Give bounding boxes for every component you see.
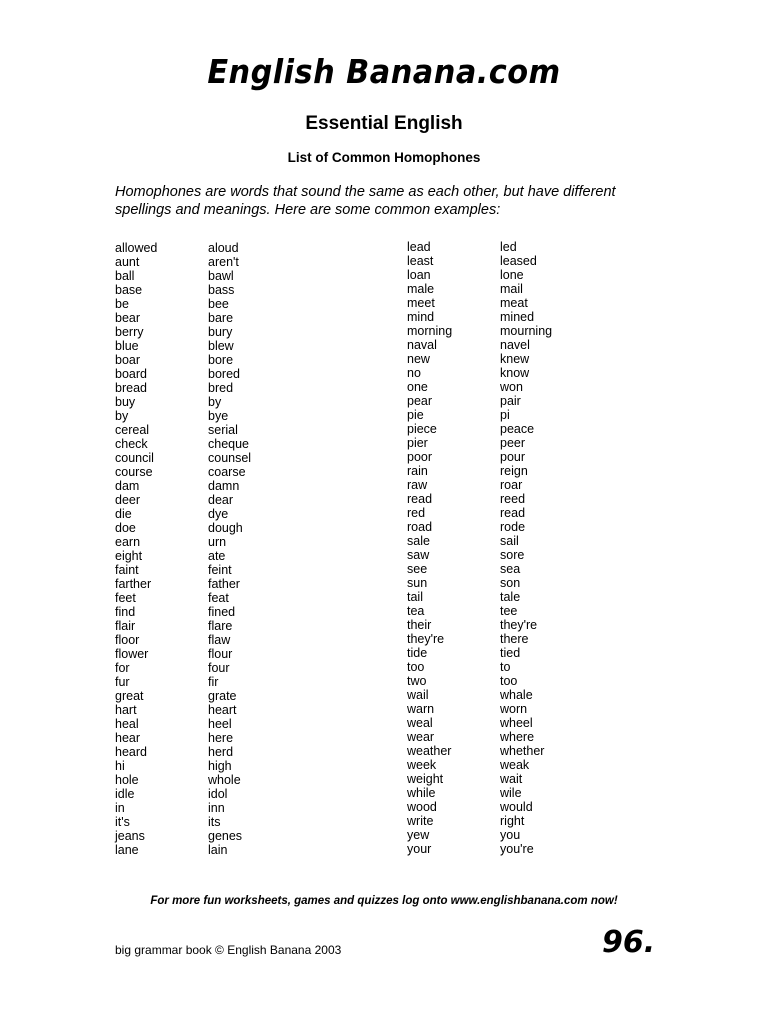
word-item: where xyxy=(500,730,535,744)
word-item: mined xyxy=(500,310,535,324)
word-item: dear xyxy=(208,493,234,507)
word-item: tide xyxy=(407,646,428,660)
word-item: idle xyxy=(115,787,135,801)
word-item: would xyxy=(500,800,533,814)
word-item: fur xyxy=(115,675,130,689)
word-item: four xyxy=(208,661,230,675)
word-item: their xyxy=(407,618,432,632)
word-item: lain xyxy=(208,843,228,857)
word-item: right xyxy=(500,814,525,828)
word-column-4 xyxy=(500,240,552,856)
word-item: no xyxy=(407,366,421,380)
word-item: road xyxy=(407,520,433,534)
word-item: worn xyxy=(500,702,528,716)
word-item: lone xyxy=(500,268,524,282)
word-item: read xyxy=(500,506,526,520)
word-item: one xyxy=(407,380,428,394)
word-item: fir xyxy=(208,675,219,689)
word-column-3 xyxy=(407,240,452,856)
word-item: wile xyxy=(500,786,522,800)
word-item: you xyxy=(500,828,521,842)
word-item: sore xyxy=(500,548,525,562)
word-item: here xyxy=(208,731,234,745)
word-item: in xyxy=(115,801,125,815)
word-item: farther xyxy=(115,577,152,591)
word-item: it's xyxy=(115,815,130,829)
word-item: pie xyxy=(407,408,424,422)
word-item: damn xyxy=(208,479,240,493)
word-item: weak xyxy=(500,758,530,772)
word-item: tail xyxy=(407,590,423,604)
word-item: aren't xyxy=(208,255,239,269)
word-item: dough xyxy=(208,521,243,535)
word-item: flour xyxy=(208,647,233,661)
word-item: naval xyxy=(407,338,437,352)
word-item: wood xyxy=(407,800,437,814)
word-item: council xyxy=(115,451,154,465)
word-item: tale xyxy=(500,590,521,604)
word-item: feet xyxy=(115,591,136,605)
word-item: pair xyxy=(500,394,521,408)
word-item: mourning xyxy=(500,324,553,338)
word-item: jeans xyxy=(115,829,145,843)
word-item: deer xyxy=(115,493,141,507)
word-item: lane xyxy=(115,843,139,857)
intro-paragraph: Homophones are words that sound the same as each other, but have different spellings and meanings. Here are some common examples: xyxy=(115,184,616,218)
word-item: rode xyxy=(500,520,526,534)
word-item: flair xyxy=(115,619,136,633)
word-item: cereal xyxy=(115,423,150,437)
word-item: son xyxy=(500,576,521,590)
word-item: earn xyxy=(115,535,141,549)
word-item: piece xyxy=(407,422,437,436)
word-item: ate xyxy=(208,549,226,563)
word-item: coarse xyxy=(208,465,246,479)
word-item: lead xyxy=(407,240,431,254)
word-item: bee xyxy=(208,297,229,311)
word-item: red xyxy=(407,506,426,520)
word-item: high xyxy=(208,759,232,773)
word-item: tied xyxy=(500,646,521,660)
word-item: whether xyxy=(500,744,545,758)
word-item: serial xyxy=(208,423,238,437)
word-item: flower xyxy=(115,647,149,661)
word-item: warn xyxy=(407,702,435,716)
word-item: leased xyxy=(500,254,537,268)
word-item: week xyxy=(407,758,437,772)
word-item: rain xyxy=(407,464,428,478)
word-item: pier xyxy=(407,436,428,450)
word-item: bass xyxy=(208,283,235,297)
word-item: sale xyxy=(407,534,430,548)
word-item: flare xyxy=(208,619,233,633)
word-item: whale xyxy=(500,688,533,702)
word-item: faint xyxy=(115,563,139,577)
word-item: sail xyxy=(500,534,519,548)
word-item: loan xyxy=(407,268,431,282)
word-item: bread xyxy=(115,381,147,395)
word-item: heart xyxy=(208,703,237,717)
word-item: great xyxy=(115,689,144,703)
word-item: bury xyxy=(208,325,233,339)
word-item: base xyxy=(115,283,143,297)
word-item: floor xyxy=(115,633,140,647)
word-item: allowed xyxy=(115,241,158,255)
copyright-text: big grammar book © English Banana 2003 xyxy=(115,943,342,957)
word-item: peer xyxy=(500,436,526,450)
word-item: too xyxy=(500,674,518,688)
word-item: write xyxy=(407,814,434,828)
word-item: course xyxy=(115,465,153,479)
word-item: whole xyxy=(208,773,241,787)
word-item: mail xyxy=(500,282,523,296)
word-item: hart xyxy=(115,703,137,717)
word-item: by xyxy=(115,409,129,423)
word-item: see xyxy=(407,562,428,576)
word-item: least xyxy=(407,254,434,268)
word-item: to xyxy=(500,660,511,674)
word-item: die xyxy=(115,507,132,521)
word-item: board xyxy=(115,367,147,381)
word-item: doe xyxy=(115,521,136,535)
word-item: they're xyxy=(500,618,538,632)
word-item: poor xyxy=(407,450,433,464)
word-item: idol xyxy=(208,787,228,801)
word-item: peace xyxy=(500,422,535,436)
word-item: berry xyxy=(115,325,144,339)
word-item: mind xyxy=(407,310,435,324)
word-item: weal xyxy=(407,716,433,730)
word-item: raw xyxy=(407,478,428,492)
word-item: heard xyxy=(115,745,147,759)
word-item: blue xyxy=(115,339,139,353)
word-item: hole xyxy=(115,773,139,787)
word-item: dam xyxy=(115,479,140,493)
word-item: too xyxy=(407,660,425,674)
word-item: hear xyxy=(115,731,141,745)
word-item: new xyxy=(407,352,430,366)
page-subtitle: List of Common Homophones xyxy=(287,150,481,165)
word-item: herd xyxy=(208,745,234,759)
site-logo: English Banana.com xyxy=(207,52,561,91)
word-item: aloud xyxy=(208,241,239,255)
word-item: know xyxy=(500,366,530,380)
word-item: wheel xyxy=(500,716,533,730)
word-item: be xyxy=(115,297,129,311)
word-item: yew xyxy=(407,828,430,842)
word-item: led xyxy=(500,240,517,254)
word-item: inn xyxy=(208,801,225,815)
word-item: bore xyxy=(208,353,234,367)
word-item: sun xyxy=(407,576,428,590)
word-item: tea xyxy=(407,604,425,618)
word-item: two xyxy=(407,674,427,688)
word-item: bye xyxy=(208,409,229,423)
word-item: male xyxy=(407,282,435,296)
word-item: eight xyxy=(115,549,143,563)
word-item: bored xyxy=(208,367,240,381)
page-title: Essential English xyxy=(305,113,463,134)
word-item: tee xyxy=(500,604,518,618)
word-item: urn xyxy=(208,535,227,549)
word-item: boar xyxy=(115,353,141,367)
word-item: pi xyxy=(500,408,510,422)
word-item: roar xyxy=(500,478,523,492)
word-item: saw xyxy=(407,548,430,562)
footer-note: For more fun worksheets, games and quizzes log onto www.englishbanana.com now! xyxy=(150,895,618,907)
word-item: hi xyxy=(115,759,125,773)
word-item: weight xyxy=(407,772,444,786)
word-item: heel xyxy=(208,717,232,731)
word-item: buy xyxy=(115,395,136,409)
word-item: navel xyxy=(500,338,530,352)
word-item: knew xyxy=(500,352,530,366)
word-item: check xyxy=(115,437,148,451)
word-item: wear xyxy=(407,730,435,744)
word-item: bred xyxy=(208,381,234,395)
word-item: aunt xyxy=(115,255,140,269)
word-column-2 xyxy=(208,241,251,857)
word-item: wail xyxy=(407,688,429,702)
word-item: father xyxy=(208,577,240,591)
word-item: grate xyxy=(208,689,237,703)
word-item: blew xyxy=(208,339,234,353)
word-item: there xyxy=(500,632,529,646)
word-item: morning xyxy=(407,324,453,338)
word-item: its xyxy=(208,815,221,829)
word-item: flaw xyxy=(208,633,231,647)
word-item: weather xyxy=(407,744,452,758)
word-item: you're xyxy=(500,842,534,856)
word-item: read xyxy=(407,492,433,506)
word-item: your xyxy=(407,842,432,856)
word-item: ball xyxy=(115,269,135,283)
word-item: won xyxy=(500,380,523,394)
word-item: genes xyxy=(208,829,243,843)
word-item: reign xyxy=(500,464,528,478)
word-column-1 xyxy=(115,241,157,857)
word-item: wait xyxy=(500,772,523,786)
word-item: reed xyxy=(500,492,526,506)
word-item: dye xyxy=(208,507,229,521)
word-item: feat xyxy=(208,591,229,605)
word-item: sea xyxy=(500,562,521,576)
word-item: they're xyxy=(407,632,445,646)
word-item: pour xyxy=(500,450,526,464)
word-item: meet xyxy=(407,296,435,310)
word-item: bear xyxy=(115,311,141,325)
word-item: while xyxy=(407,786,436,800)
word-item: cheque xyxy=(208,437,250,451)
word-item: pear xyxy=(407,394,433,408)
word-item: find xyxy=(115,605,136,619)
word-item: bawl xyxy=(208,269,234,283)
word-item: heal xyxy=(115,717,139,731)
word-item: by xyxy=(208,395,222,409)
word-item: fined xyxy=(208,605,236,619)
word-item: bare xyxy=(208,311,234,325)
page-number: 96. xyxy=(602,925,656,960)
word-item: for xyxy=(115,661,130,675)
word-item: meat xyxy=(500,296,528,310)
word-item: feint xyxy=(208,563,232,577)
word-item: counsel xyxy=(208,451,252,465)
